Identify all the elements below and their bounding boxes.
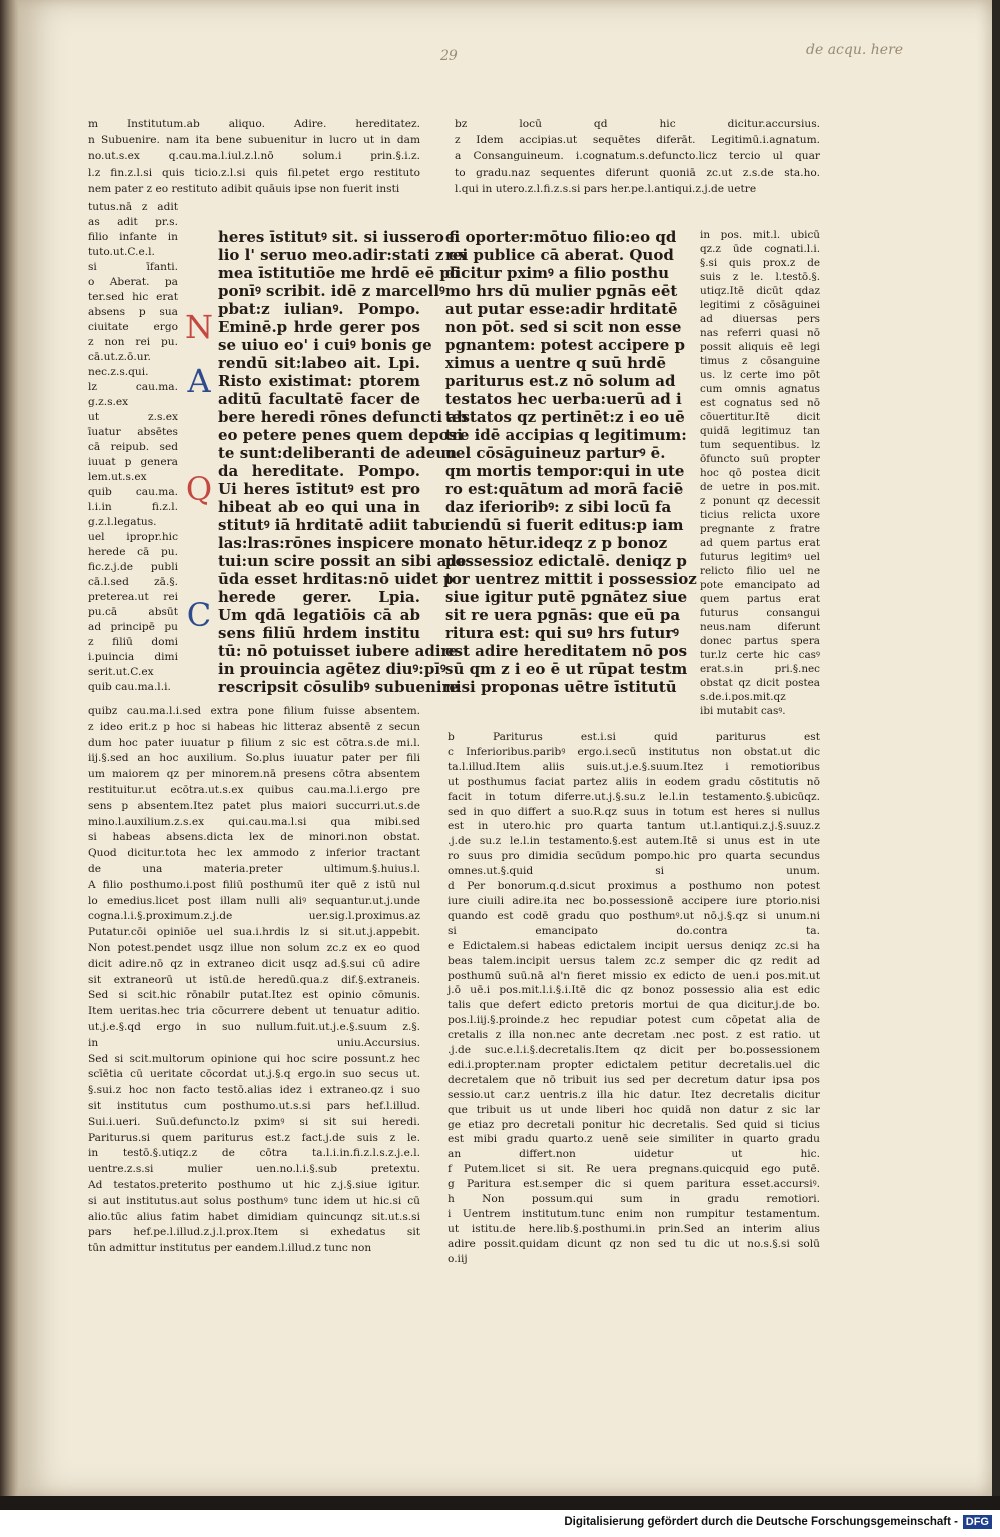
text-line: lio l' seruo meo.adir:stati z ex — [218, 246, 468, 264]
marginal-handwritten-note: de acqu. here — [806, 42, 904, 58]
text-line: rendū sit:labeo ait. Lpi. — [218, 354, 420, 372]
text-line: possessioz edictalē. deniqz p — [445, 552, 687, 570]
text-line: ad principē pu — [88, 621, 178, 633]
text-line: Um qdā legatiōis cā ab — [218, 606, 420, 624]
text-line: nec.z.s.qui. — [88, 366, 149, 378]
text-line: iuuat p genera — [88, 456, 178, 468]
top-gloss-right — [455, 116, 820, 197]
text-line: posthumū suū.nā al'n fieret missio ex edicto de uen.i pos.mit.ut — [448, 969, 820, 982]
text-line: sū qm z i eo ē ut rūpat testm — [445, 660, 688, 678]
text-line: o Aberat. pa — [88, 276, 178, 288]
text-line: mea īstitutiōe me hrdē eē pō — [218, 264, 460, 282]
text-line: facit in totum diferre.ut.j.§.su.z le.l.in testamento.§.ubicūqz. — [448, 790, 820, 803]
text-line: us. lz certe imo pōt — [700, 369, 820, 381]
text-line: ro suus pro dimidia secūdum pompo.hic pro quarta secundus — [448, 850, 820, 863]
text-line: §.si quis prox.z de — [700, 257, 820, 269]
dfg-logo: DFG — [963, 1515, 992, 1529]
text-line: iure ciuili adire.ita nec bo.possessionē accipere iure ptorio.nisi — [448, 894, 820, 907]
text-line: rescripsit cōsulibꝰ subuenire — [218, 678, 460, 696]
text-line: as adit pr.s. — [88, 216, 178, 228]
footer-bar — [0, 1510, 1000, 1537]
text-line: da hereditate. Pompo. — [218, 462, 420, 480]
text-line: stitutꝰ iā hrditatē adiit tabu — [218, 516, 451, 534]
text-line: .j.de su.z le.l.in testamento.§.est autem.Itē si unus est in ute — [448, 835, 820, 848]
text-line: quando est codē gradu quo posthumꝰ.ut nō.j.§.qz si unum.ni — [448, 909, 820, 922]
text-line: nisi proponas uētre īstitutū — [445, 678, 677, 696]
text-line: f Putem.licet si sit. Re uera pregnans.quicquid ego putē. — [448, 1163, 820, 1176]
text-line: Pariturus.si quem pariturus est.z fact.j.de suis z le. — [88, 1131, 420, 1144]
text-line: herede cā pu. — [88, 546, 178, 558]
text-line: nas referri quasi nō — [700, 327, 820, 339]
text-line: ut istitu.de here.lib.§.posthumi.in prin.Sed an interim alius — [448, 1222, 820, 1235]
text-line: donec partus spera — [700, 635, 820, 647]
text-line: tur.lz certe hic casꝰ — [700, 649, 820, 661]
text-line: in pos. mit.l. ubicū — [700, 229, 820, 241]
text-line: est adire hereditatem nō pos — [445, 642, 688, 660]
text-line: est mibi gradu quarto.z uenē seie similiter in quarto gradu — [448, 1133, 820, 1146]
text-line: las:lras:rōnes inspicere mor — [218, 534, 454, 552]
text-line: tor uentrez mittit i possessioz — [445, 570, 697, 588]
text-line: sit re uera pgnās: que eū pa — [445, 606, 681, 624]
text-line: neus.nam diferunt — [700, 621, 820, 633]
text-line: cā reipub. sed — [88, 441, 178, 453]
text-line: in uniu.Accursius. — [88, 1036, 420, 1049]
text-line: z ideo erit.z p hoc si habeas hic litteraz absentē z secun — [88, 720, 420, 733]
text-line: daz iferioribꝰ: z sibi locū fa — [445, 498, 672, 516]
text-line: preterea.ut rei — [88, 591, 178, 603]
text-line: ūda esset hrditas:nō uidet p — [218, 570, 454, 588]
text-line: o.iij — [448, 1252, 468, 1265]
text-line: ut z.s.ex — [88, 411, 178, 423]
text-line: h Non possum.qui sum in gradu remotiori. — [448, 1193, 820, 1206]
text-line: ritura est: qui suꝰ hrs futurꝰ — [445, 624, 679, 642]
text-line: l.z fin.z.l.si quis ticio.z.l.si quis fil.petet ergo restituto — [88, 166, 420, 179]
text-line: ciendū si fuerit editus:p iam — [445, 516, 684, 534]
text-line: obstat qz dicit postea — [700, 677, 820, 689]
text-line: ticius relicta uxore — [700, 509, 820, 521]
text-line: n Subuenire. nam ita bene subuenitur in lucro ut in dam — [88, 134, 420, 147]
initial-a-blue: A — [187, 362, 211, 400]
initial-q-red: Q — [185, 470, 213, 508]
text-line: Sui.i.ueri. Suū.defuncto.lz pximꝰ si sit sui heredi. — [88, 1115, 420, 1128]
text-line: sens filiū hrdem institu — [218, 624, 420, 642]
text-line: nato hētur.ideqz z p bonoz — [445, 534, 668, 552]
text-line: pariturus est.z nō solum ad — [445, 372, 676, 390]
main-text-right-column — [445, 228, 697, 696]
text-line: īuatur absētes — [88, 426, 178, 438]
text-line: ro est:quātum ad morā faciē — [445, 480, 684, 498]
text-line: tre idē accipias q legitimum: — [445, 426, 687, 444]
text-line: s.de.i.pos.mit.qz — [700, 691, 786, 703]
text-line: in prouincia agētez diuꝰ:pīꝰ — [218, 660, 446, 678]
initial-n-red: N — [185, 308, 213, 346]
text-line: d Per bonorum.q.d.sicut proximus a posthumo non potest — [448, 880, 820, 893]
text-line: eo petere penes quem deposi — [218, 426, 463, 444]
text-line: z filiū domi — [88, 636, 178, 648]
text-line: Sed si scit.multorum opinione qui hoc scire possunt.z hec — [88, 1052, 420, 1065]
text-line: non pōt. sed si scit non esse — [445, 318, 682, 336]
text-line: aditū facultatē facer de — [218, 390, 420, 408]
text-line: beas talem.incipit uersus talem zc.z semper dic qz redit ad — [448, 954, 820, 967]
text-line: de uetre in pos.mit. — [700, 481, 820, 493]
text-line: iij.§.sed an hoc auxilium. So.plus iuuatur pater per fili — [88, 752, 420, 765]
text-line: Ad testatos.preterito posthumo ut hic z.j.§.siue igitur. — [88, 1178, 420, 1191]
text-line: te sunt:deliberanti de adeun — [218, 444, 458, 462]
text-line: si īfanti. — [88, 261, 178, 273]
text-line: Non potest.pendet usqz illue non solum zc.z ex eo quod — [88, 941, 420, 954]
text-line: ponīꝰ scribit. idē z marcellꝰ — [218, 282, 445, 300]
text-line: ter.sed hic erat — [88, 291, 178, 303]
text-line: j.ō uē.i pos.mit.l.i.§.i.Itē dic qz bonoz possessio alia est edic — [448, 984, 820, 997]
text-line: omnes.ut.§.quid si unum. — [448, 865, 820, 878]
text-line: dum hoc pater iuuatur p filium z sic est cōtra.s.de mi.l. — [88, 736, 420, 749]
text-line: ei oporter:mōtuo filio:eo qd — [445, 228, 677, 246]
initial-c-blue: C — [186, 596, 212, 634]
text-line: cā.ut.z.ō.ur. — [88, 351, 151, 363]
text-line: pu.cā absūt — [88, 606, 178, 618]
scan-bottom-edge — [0, 1496, 1000, 1510]
text-line: herede gerer. Lpia. — [218, 588, 420, 606]
text-line: .j.de suc.e.l.i.§.decretalis.Item qz dicit per bo.possessionem — [448, 1044, 820, 1057]
text-line: l.i.in fi.z.l. — [88, 501, 178, 513]
text-line: quidā legitimuz tan — [700, 425, 820, 437]
text-line: siue igitur putē pgnātez siue — [445, 588, 688, 606]
text-line: scīētia cū ueritate cōcordat ut.j.§.q ergo.in suo secus ut. — [88, 1068, 420, 1081]
text-line: testatos hec uerba:uerū ad i — [445, 390, 682, 408]
text-line: que tribuit us ut unde liberi hoc quidā non datur z sic lar — [448, 1103, 820, 1116]
text-line: ximus a uentre q suū hrdē — [445, 354, 667, 372]
text-line: si aut institutus.aut solus posthumꝰ tunc idem ut hic.si cū — [88, 1194, 420, 1207]
text-line: ōfuncto suū propter — [700, 453, 820, 465]
top-gloss-left — [88, 116, 420, 197]
text-line: bere heredi rōnes defuncti ab — [218, 408, 468, 426]
text-line: ut posthumus faciat partez aliis in eodem gradu cōstitutis nō — [448, 775, 820, 788]
text-line: Sed si scit.hic rōnabilr putat.Itez est opinio cōmunis. — [88, 989, 420, 1002]
text-line: hoc qō postea dicit — [700, 467, 820, 479]
text-line: tū: nō potuisset iubere adire — [218, 642, 458, 660]
text-line: edi.i.propter.nam propter edictalem petitur decretalis.uel dic — [448, 1058, 820, 1071]
text-line: utiqz.Itē dicūt qdaz — [700, 285, 820, 297]
text-line: um maiorem qz per minorem.nā presens cōtra absentem — [88, 768, 420, 781]
text-line: mo hrs dū mulier pgnās eēt — [445, 282, 678, 300]
text-line: b Pariturus est.i.si quid pariturus est — [448, 731, 820, 743]
text-line: possit aliquis eē legi — [700, 341, 820, 353]
text-line: Ui heres īstitutꝰ est pro — [218, 480, 420, 498]
text-line: i Uentrem institutum.tunc enim non rumpitur testamentum. — [448, 1208, 820, 1220]
text-line: A filio posthumo.i.post filiū posthumū iter quē z istū nul — [88, 878, 420, 891]
text-line: cogna.l.i.§.proximum.z.j.de uer.sig.l.proximus.az — [88, 910, 420, 923]
text-line: est cognatus sed nō — [700, 397, 820, 409]
text-line: i.puincia dimi — [88, 651, 178, 663]
text-line: cōuertitur.Itē dicit — [700, 411, 820, 423]
text-line: decretalem que nō tribuit ius sed per decretum datur ipsa pos — [448, 1073, 820, 1086]
main-text-left-column — [218, 228, 468, 696]
text-line: z Idem accipias.ut sequētes diferāt. Legitimū.i.agnatum. — [455, 134, 820, 147]
text-line: se uiuo eo' i cuiꝰ bonis ge — [218, 336, 432, 354]
text-line: c Inferioribus.paribꝰ ergo.i.secū institutus non obstat.ut dic — [448, 745, 820, 758]
text-line: heres īstitutꝰ sit. si iussero fi — [218, 228, 461, 246]
text-line: pbat:z iulianꝰ. Pompo. — [218, 300, 420, 318]
text-line: pote emancipato ad — [700, 579, 820, 591]
text-line: g.z.l.legatus. — [88, 516, 157, 528]
text-line: testatos qz pertinēt:z i eo uē — [445, 408, 685, 426]
text-line: futurus legitimꝰ uel — [700, 551, 820, 563]
text-line: serit.ut.C.ex — [88, 666, 154, 678]
text-line: aut putar esse:adir hrditatē — [445, 300, 678, 318]
text-line: tutus.nā z adit — [88, 201, 178, 213]
funding-credit: Digitalisierung gefördert durch die Deutsche Forschungsgemeinschaft - — [564, 1516, 958, 1528]
text-line: ge etiaz pro decretali ponitur hic decretalis. Sed quid si ticius — [448, 1118, 820, 1131]
text-line: qm mortis tempor:qui in ute — [445, 462, 685, 480]
text-line: §.sui.z hoc non facto testō.alias idez i extraneo.qz i suo — [88, 1084, 420, 1097]
text-line: suis z le. l.testō.§. — [700, 271, 820, 283]
text-line: nem pater z eo restituto adibit quāuis ipse non fuerit insti — [88, 182, 400, 195]
text-line: g.z.s.ex — [88, 396, 129, 408]
text-line: Item ueritas.hec tria cōcurrere debent ut tenuatur aditio. — [88, 1005, 420, 1018]
text-line: tum sequentibus. lz — [700, 439, 820, 451]
text-line: z non rei pu. — [88, 336, 178, 348]
text-line: e Edictalem.si habeas edictalem incipit uersus deniqz zc.si ha — [448, 939, 820, 952]
text-line: ad quem partus erat — [700, 537, 820, 549]
text-line: pars hef.pe.l.illud.z.j.l.prox.Item si exhedatus sit — [88, 1226, 420, 1239]
text-line: a Consanguineum. i.cognatum.s.defuncto.licz tercio ul quar — [455, 150, 820, 163]
text-line: sens p absentem.Itez patet plus maiori succurri.ut.s.de — [88, 799, 420, 812]
text-line: uentre.z.s.si mulier uen.no.l.i.§.sub pretextu. — [88, 1163, 420, 1176]
text-line: quibz cau.ma.l.i.sed extra pone filium fuisse absentem. — [88, 705, 420, 717]
text-line: quem partus erat — [700, 593, 820, 605]
text-line: filio infante in — [88, 231, 178, 243]
lower-gloss-left — [88, 704, 420, 1257]
right-margin-gloss — [700, 228, 820, 718]
text-line: bz locū qd hic dicitur.accursius. — [455, 118, 820, 130]
text-line: dicit adire.nō qz in extraneo dicit usqz ad.§.sui cū adire — [88, 957, 420, 970]
text-line: quib cau.ma.l.i. — [88, 681, 171, 693]
folio-number: 29 — [440, 48, 458, 64]
left-margin-gloss — [88, 200, 178, 695]
text-line: si emancipato do.contra ta. — [448, 924, 820, 937]
text-line: uel ipropr.hic — [88, 531, 178, 543]
text-line: no.ut.s.ex q.cau.ma.l.iul.z.l.nō solum.i prin.§.i.z. — [88, 150, 420, 163]
text-line: est in utero.hic pro quarta tantum ut.l.antiqui.z.j.§.suuz.z — [448, 820, 820, 833]
text-line: quib cau.ma. — [88, 486, 178, 498]
text-line: sit extraneorū ut istū.de heredū.qua.z dif.§.extraneis. — [88, 973, 420, 986]
text-line: Putatur.cōi opiniōe uel sua.i.hrdis lz si sit.ut.j.appebit. — [88, 926, 420, 939]
text-line: talis que defert edicto pretoris mortui de qua dicitur.j.de bo. — [448, 999, 820, 1012]
text-line: sessio.ut car.z uentris.z illa hic datur. Itez decretalis dicitur — [448, 1088, 820, 1101]
text-line: Quod dicitur.tota hec lex ammodo z inferior tractant — [88, 847, 420, 860]
text-line: lo emedius.licet post illam nulli aliꝰ sequantur.ut.j.unde — [88, 894, 420, 907]
text-line: timus z cōsanguine — [700, 355, 820, 367]
text-line: lz cau.ma. — [88, 381, 178, 393]
text-line: uel cōsāguineuz parturꝰ ē. — [445, 444, 666, 462]
text-line: sed in quo differt a suo.R.qz suus in totum est heres si nullus — [448, 805, 820, 818]
text-line: cā.l.sed zā.§. — [88, 576, 178, 588]
text-line: pos.l.iij.§.proinde.z hec repudiar potest cum cōpetat alia de — [448, 1014, 820, 1027]
text-line: g Paritura est.semper dic si quem paritura esset.accursiꝰ. — [448, 1178, 820, 1191]
text-line: tūn admittur institutus per eandem.l.illud.z tunc non — [88, 1242, 372, 1255]
text-line: relicto filio uel ne — [700, 565, 820, 577]
text-line: ciuitate ergo — [88, 321, 178, 333]
text-line: z ponunt qz decessit — [700, 495, 820, 507]
text-line: restituitur.ut ecōtra.ut.s.ex quibus cau.ma.l.i.ergo pre — [88, 783, 420, 796]
text-line: dicitur pximꝰ a filio posthu — [445, 264, 670, 282]
text-line: lem.ut.s.ex — [88, 471, 147, 483]
text-line: cretalis z illa non.nec ante decretam .nec post. z est ratio. ut — [448, 1029, 820, 1042]
text-line: absens p sua — [88, 306, 178, 318]
text-line: hibeat ab eo qui una in — [218, 498, 420, 516]
text-line: tuto.ut.C.e.l. — [88, 246, 155, 258]
lower-gloss-right — [448, 730, 820, 1267]
text-line: alio.tūc alius fatim habet dimidiam quincunqz sit.ut.s.si — [88, 1210, 420, 1223]
text-line: cum omnis agnatus — [700, 383, 820, 395]
text-line: adire possit.quidam dicunt qz non sed tu dic ut no.s.§.si solū — [448, 1237, 820, 1250]
text-line: legitimi z cōsāguinei — [700, 299, 820, 311]
text-line: ad diuersas pers — [700, 313, 820, 325]
text-line: an differt.non uidetur ut hic. — [448, 1148, 820, 1161]
text-line: l.qui in utero.z.l.fi.z.s.si pars her.pe.l.antiqui.z.j.de uetre — [455, 182, 757, 195]
text-line: Risto existimat: ptorem — [218, 372, 420, 390]
text-line: de una materia.preter ultimum.§.huius.l. — [88, 862, 420, 875]
text-line: qz.z ūde cognati.l.i. — [700, 243, 820, 255]
text-line: ta.l.illud.Item aliis suis.ut.j.e.§.suum.Itez i remotioribus — [448, 760, 820, 773]
text-line: sit institutus cum posthumo.ut.s.si pars hef.l.illud. — [88, 1099, 420, 1112]
text-line: in testō.§.utiqz.z de cōtra ta.l.i.in.fi.z.l.s.z.j.e.l. — [88, 1147, 420, 1160]
text-line: pgnantem: potest accipere p — [445, 336, 686, 354]
text-line: Eminē.p hrde gerer pos — [218, 318, 420, 336]
text-line: tui:un scire possit an sibi ade — [218, 552, 467, 570]
text-line: ut.j.e.§.qd ergo in suo nullum.fuit.ut.j.e.§.suum z.§. — [88, 1020, 420, 1033]
text-line: m Institutum.ab aliquo. Adire. hereditatez. — [88, 118, 420, 130]
text-line: si habeas absens.dicta lex de minori.non obstat. — [88, 831, 420, 844]
text-line: mino.l.auxilium.z.s.ex qui.cau.ma.l.si qua mibi.sed — [88, 815, 420, 828]
text-line: rei publice cā aberat. Quod — [445, 246, 674, 264]
text-line: erat.s.in pri.§.nec — [700, 663, 820, 675]
text-line: fic.z.j.de publi — [88, 561, 178, 573]
text-line: to gradu.naz sequentes diferunt quoniā zc.ut z.s.de sta.ho. — [455, 166, 820, 179]
text-line: futurus consangui — [700, 607, 820, 619]
text-line: pregnante z fratre — [700, 523, 820, 535]
text-line: ibi mutabit casꝰ. — [700, 705, 786, 717]
